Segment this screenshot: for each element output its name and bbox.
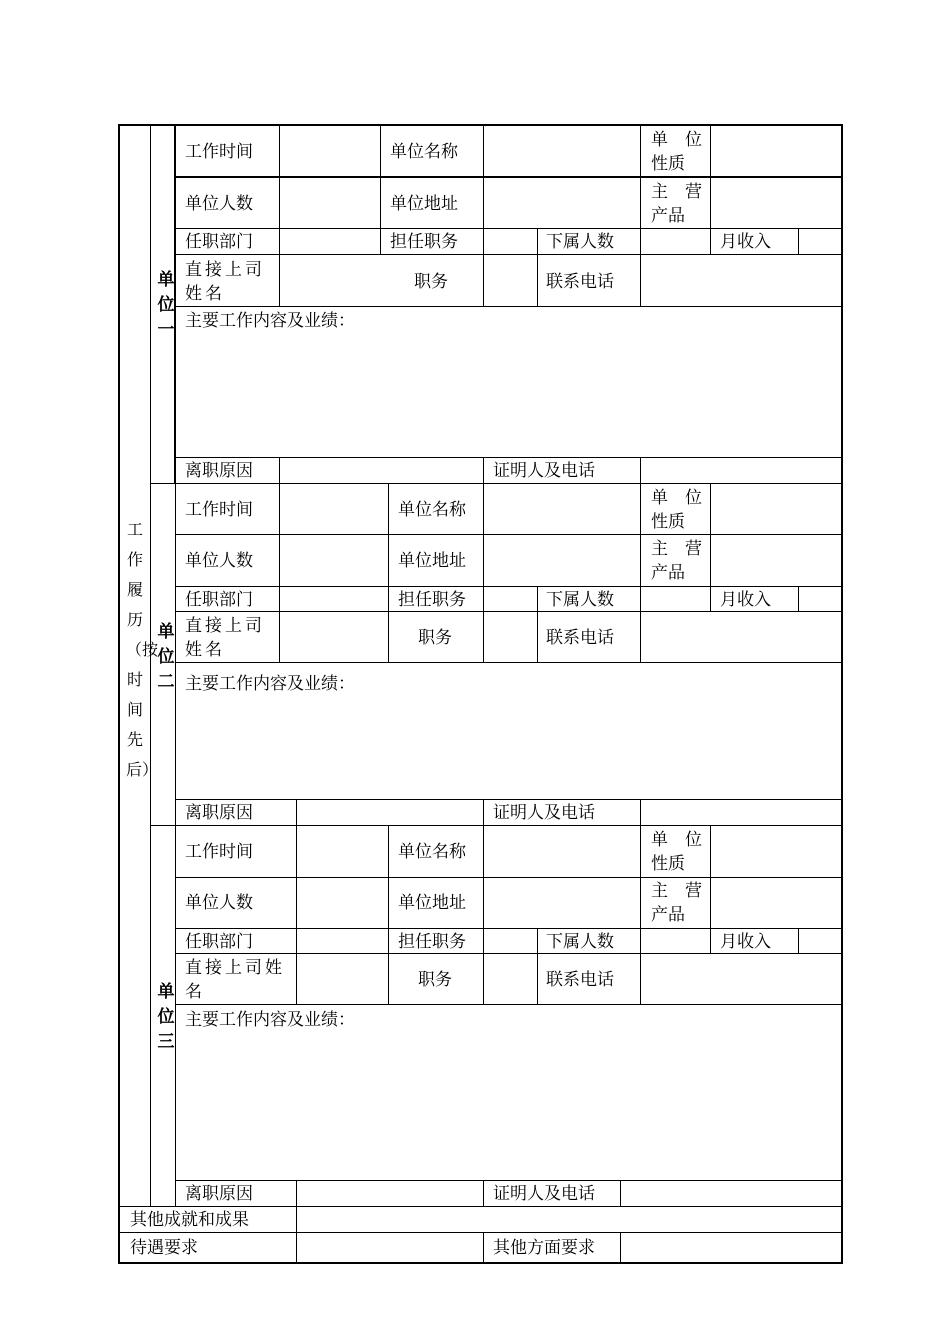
divider-title-column bbox=[150, 125, 151, 1206]
u2-col-line bbox=[483, 586, 484, 611]
u2-col-line bbox=[279, 611, 280, 662]
u3-company-size-label: 单位人数 bbox=[185, 893, 253, 913]
u1-department-label: 任职部门 bbox=[185, 232, 253, 252]
u3-main-products-label: 主 营 产品 bbox=[651, 881, 702, 925]
u2-col-line bbox=[640, 483, 641, 586]
u1-position-label: 担任职务 bbox=[390, 232, 458, 252]
u1-col-line bbox=[710, 125, 711, 228]
u1-row-line bbox=[175, 176, 842, 178]
u3-col-line bbox=[483, 953, 484, 1004]
u1-row-line bbox=[175, 228, 842, 229]
table-border-top bbox=[118, 124, 843, 126]
u2-col-line bbox=[388, 483, 389, 586]
u3-row-line bbox=[175, 1004, 842, 1005]
u1-col-line bbox=[483, 254, 484, 306]
u2-department-label: 任职部门 bbox=[185, 590, 253, 610]
u1-col-line bbox=[640, 457, 641, 483]
u1-reference-label: 证明人及电话 bbox=[493, 461, 595, 481]
u1-col-line bbox=[640, 125, 641, 228]
other-requirements-label: 其他方面要求 bbox=[493, 1238, 595, 1258]
work-history-vertical-title: 工作履历（按时间先后） bbox=[126, 520, 159, 779]
unit1-label: 单位一 bbox=[157, 270, 175, 340]
u1-row-line bbox=[175, 254, 842, 255]
u1-company-name-label: 单位名称 bbox=[390, 142, 458, 162]
u3-company-name-label: 单位名称 bbox=[398, 842, 466, 862]
u1-col-line bbox=[537, 228, 538, 254]
u2-row-line bbox=[175, 534, 842, 535]
u1-row-line bbox=[175, 306, 842, 307]
u2-col-line bbox=[537, 586, 538, 611]
u1-job-title-label: 职务 bbox=[414, 272, 448, 292]
u1-col-line bbox=[279, 457, 280, 483]
u1-col-line bbox=[640, 228, 641, 254]
u2-contact-phone-label: 联系电话 bbox=[546, 628, 614, 648]
u2-col-line bbox=[640, 586, 641, 611]
u3-col-line bbox=[620, 1180, 621, 1206]
u1-col-line bbox=[279, 254, 280, 306]
u1-col-line bbox=[483, 457, 484, 483]
u3-monthly-income-label: 月收入 bbox=[720, 932, 771, 952]
u2-col-line bbox=[279, 483, 280, 586]
u2-col-line bbox=[537, 611, 538, 662]
u1-company-nature-label: 单 位 性质 bbox=[651, 130, 702, 174]
u1-col-line bbox=[380, 228, 381, 254]
bottom-col-line bbox=[483, 1232, 484, 1263]
u3-company-nature-label: 单 位 性质 bbox=[651, 830, 702, 874]
u3-supervisor-name-label: 直接上司姓 名 bbox=[185, 958, 285, 1002]
u2-company-nature-label: 单 位 性质 bbox=[651, 488, 702, 532]
u1-work-time-label: 工作时间 bbox=[185, 142, 253, 162]
u3-col-line bbox=[640, 953, 641, 1004]
table-border-bottom bbox=[118, 1262, 843, 1264]
u1-col-line bbox=[483, 125, 484, 228]
u2-col-line bbox=[388, 586, 389, 611]
u2-main-products-label: 主 营 产品 bbox=[651, 539, 702, 583]
u3-col-line bbox=[483, 928, 484, 953]
u3-row-line bbox=[175, 1180, 842, 1181]
u2-position-label: 担任职务 bbox=[398, 590, 466, 610]
u3-row-line bbox=[175, 928, 842, 929]
u3-col-line bbox=[483, 1180, 484, 1206]
u3-contact-phone-label: 联系电话 bbox=[546, 970, 614, 990]
u3-col-line bbox=[388, 825, 389, 928]
u3-company-address-label: 单位地址 bbox=[398, 893, 466, 913]
u3-col-line bbox=[710, 825, 711, 928]
bottom-col-line bbox=[620, 1232, 621, 1263]
u1-col-line bbox=[640, 254, 641, 306]
u2-supervisor-name-label: 直接上司 姓名 bbox=[185, 616, 265, 660]
u2-col-line bbox=[710, 586, 711, 611]
u1-bottom-line bbox=[150, 483, 842, 484]
u3-col-line bbox=[640, 928, 641, 953]
divider-unit-column bbox=[175, 483, 176, 1206]
u2-company-size-label: 单位人数 bbox=[185, 551, 253, 571]
u3-bottom-line bbox=[118, 1206, 842, 1207]
u3-col-line bbox=[388, 928, 389, 953]
u2-col-line bbox=[798, 586, 799, 611]
u1-subordinates-label: 下属人数 bbox=[546, 232, 614, 252]
u1-monthly-income-label: 月收入 bbox=[720, 232, 771, 252]
u3-row-line bbox=[175, 877, 842, 878]
u2-work-time-label: 工作时间 bbox=[185, 500, 253, 520]
u2-job-title-label: 职务 bbox=[418, 628, 452, 648]
u2-subordinates-label: 下属人数 bbox=[546, 590, 614, 610]
u3-col-line bbox=[798, 928, 799, 953]
unit2-label: 单位二 bbox=[157, 622, 175, 692]
table-border-left bbox=[118, 124, 120, 1264]
u3-reference-label: 证明人及电话 bbox=[493, 1184, 595, 1204]
u2-col-line bbox=[483, 611, 484, 662]
u2-row-line bbox=[175, 799, 842, 800]
u1-company-size-label: 单位人数 bbox=[185, 194, 253, 214]
u1-supervisor-name-label: 直接上司 姓名 bbox=[185, 260, 265, 304]
u3-department-label: 任职部门 bbox=[185, 932, 253, 952]
u2-reference-label: 证明人及电话 bbox=[493, 803, 595, 823]
u3-job-title-label: 职务 bbox=[418, 970, 452, 990]
u3-col-line bbox=[296, 928, 297, 953]
u1-row-line bbox=[175, 457, 842, 458]
u3-main-work-label: 主要工作内容及业绩： bbox=[185, 1010, 355, 1030]
bottom-col-line bbox=[296, 1206, 297, 1263]
u1-col-line bbox=[483, 228, 484, 254]
u2-col-line bbox=[640, 611, 641, 662]
u1-col-line bbox=[537, 254, 538, 306]
u2-col-line bbox=[483, 483, 484, 586]
u3-col-line bbox=[388, 953, 389, 1004]
u2-bottom-line bbox=[150, 825, 842, 826]
u2-row-line bbox=[175, 662, 842, 663]
u2-leave-reason-label: 离职原因 bbox=[185, 803, 253, 823]
u1-leave-reason-label: 离职原因 bbox=[185, 461, 253, 481]
u1-main-work-label: 主要工作内容及业绩： bbox=[185, 311, 355, 331]
bottom-row-line bbox=[118, 1232, 842, 1233]
u1-main-products-label: 主 营 产品 bbox=[651, 182, 702, 226]
u3-col-line bbox=[537, 928, 538, 953]
other-achievements-label: 其他成就和成果 bbox=[130, 1210, 249, 1230]
u1-company-address-label: 单位地址 bbox=[390, 194, 458, 214]
u1-col-line bbox=[279, 125, 280, 228]
u2-monthly-income-label: 月收入 bbox=[720, 590, 771, 610]
u2-col-line bbox=[640, 799, 641, 825]
u1-contact-phone-label: 联系电话 bbox=[546, 272, 614, 292]
table-border-right bbox=[841, 124, 843, 1264]
u2-col-line bbox=[296, 799, 297, 825]
u2-company-address-label: 单位地址 bbox=[398, 551, 466, 571]
u1-col-line bbox=[380, 125, 381, 228]
u3-leave-reason-label: 离职原因 bbox=[185, 1184, 253, 1204]
u3-work-time-label: 工作时间 bbox=[185, 842, 253, 862]
u1-col-line bbox=[279, 228, 280, 254]
u2-row-line bbox=[175, 586, 842, 587]
u3-col-line bbox=[710, 928, 711, 953]
u2-col-line bbox=[279, 586, 280, 611]
u3-col-line bbox=[537, 953, 538, 1004]
u3-col-line bbox=[296, 825, 297, 928]
u1-col-line bbox=[710, 228, 711, 254]
u3-col-line bbox=[296, 1180, 297, 1206]
u3-position-label: 担任职务 bbox=[398, 932, 466, 952]
salary-requirement-label: 待遇要求 bbox=[130, 1238, 198, 1258]
u3-col-line bbox=[483, 825, 484, 928]
u3-subordinates-label: 下属人数 bbox=[546, 932, 614, 952]
u2-col-line bbox=[388, 611, 389, 662]
u2-col-line bbox=[710, 483, 711, 586]
u1-col-line bbox=[798, 228, 799, 254]
u2-col-line bbox=[483, 799, 484, 825]
u3-col-line bbox=[640, 825, 641, 928]
u2-company-name-label: 单位名称 bbox=[398, 500, 466, 520]
unit3-label: 单位三 bbox=[157, 982, 175, 1052]
u2-main-work-label: 主要工作内容及业绩： bbox=[185, 674, 355, 694]
u3-col-line bbox=[296, 953, 297, 1004]
